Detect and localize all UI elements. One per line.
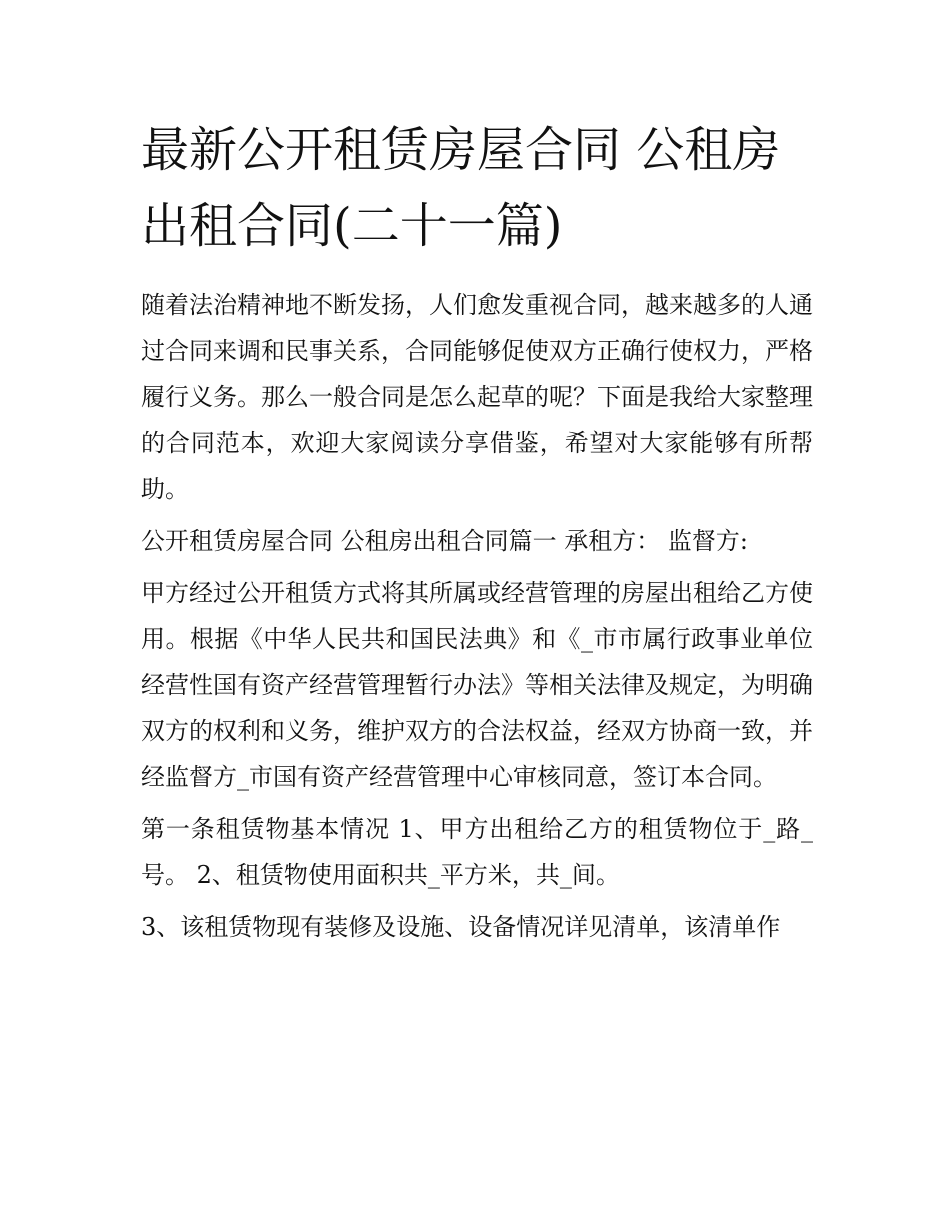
document-title: 最新公开租赁房屋合同 公租房出租合同(二十一篇) — [141, 122, 781, 254]
section-heading: 公开租赁房屋合同 公租房出租合同篇一 承租方： 监督方: — [141, 527, 748, 555]
clause-three-paragraph: 3、该租赁物现有装修及设施、设备情况详见清单，该清单作 — [141, 913, 781, 941]
article-one-paragraph: 第一条租赁物基本情况 1、甲方出租给乙方的租赁物位于_路_号。 2、租赁物使用面积共_平方米，共_间。 — [141, 815, 813, 889]
document-body — [141, 112, 813, 956]
preamble-paragraph: 甲方经过公开租赁方式将其所属或经营管理的房屋出租给乙方使用。根据《中华人民共和国民法典》和《_市市属行政事业单位经营性国有资产经营管理暂行办法》等相关法律及规定，为明确双方的权利和义务，维护双方的合法权益，经双方协商一致，并经监督方_市国有资产经营管理中心审核同意，签订本合同。 — [141, 579, 813, 791]
intro-paragraph: 随着法治精神地不断发扬，人们愈发重视合同，越来越多的人通过合同来调和民事关系，合同能够促使双方正确行使权力，严格履行义务。那么一般合同是怎么起草的呢？下面是我给大家整理的合同范本，欢迎大家阅读分享借鉴，希望对大家能够有所帮助。 — [141, 291, 813, 503]
